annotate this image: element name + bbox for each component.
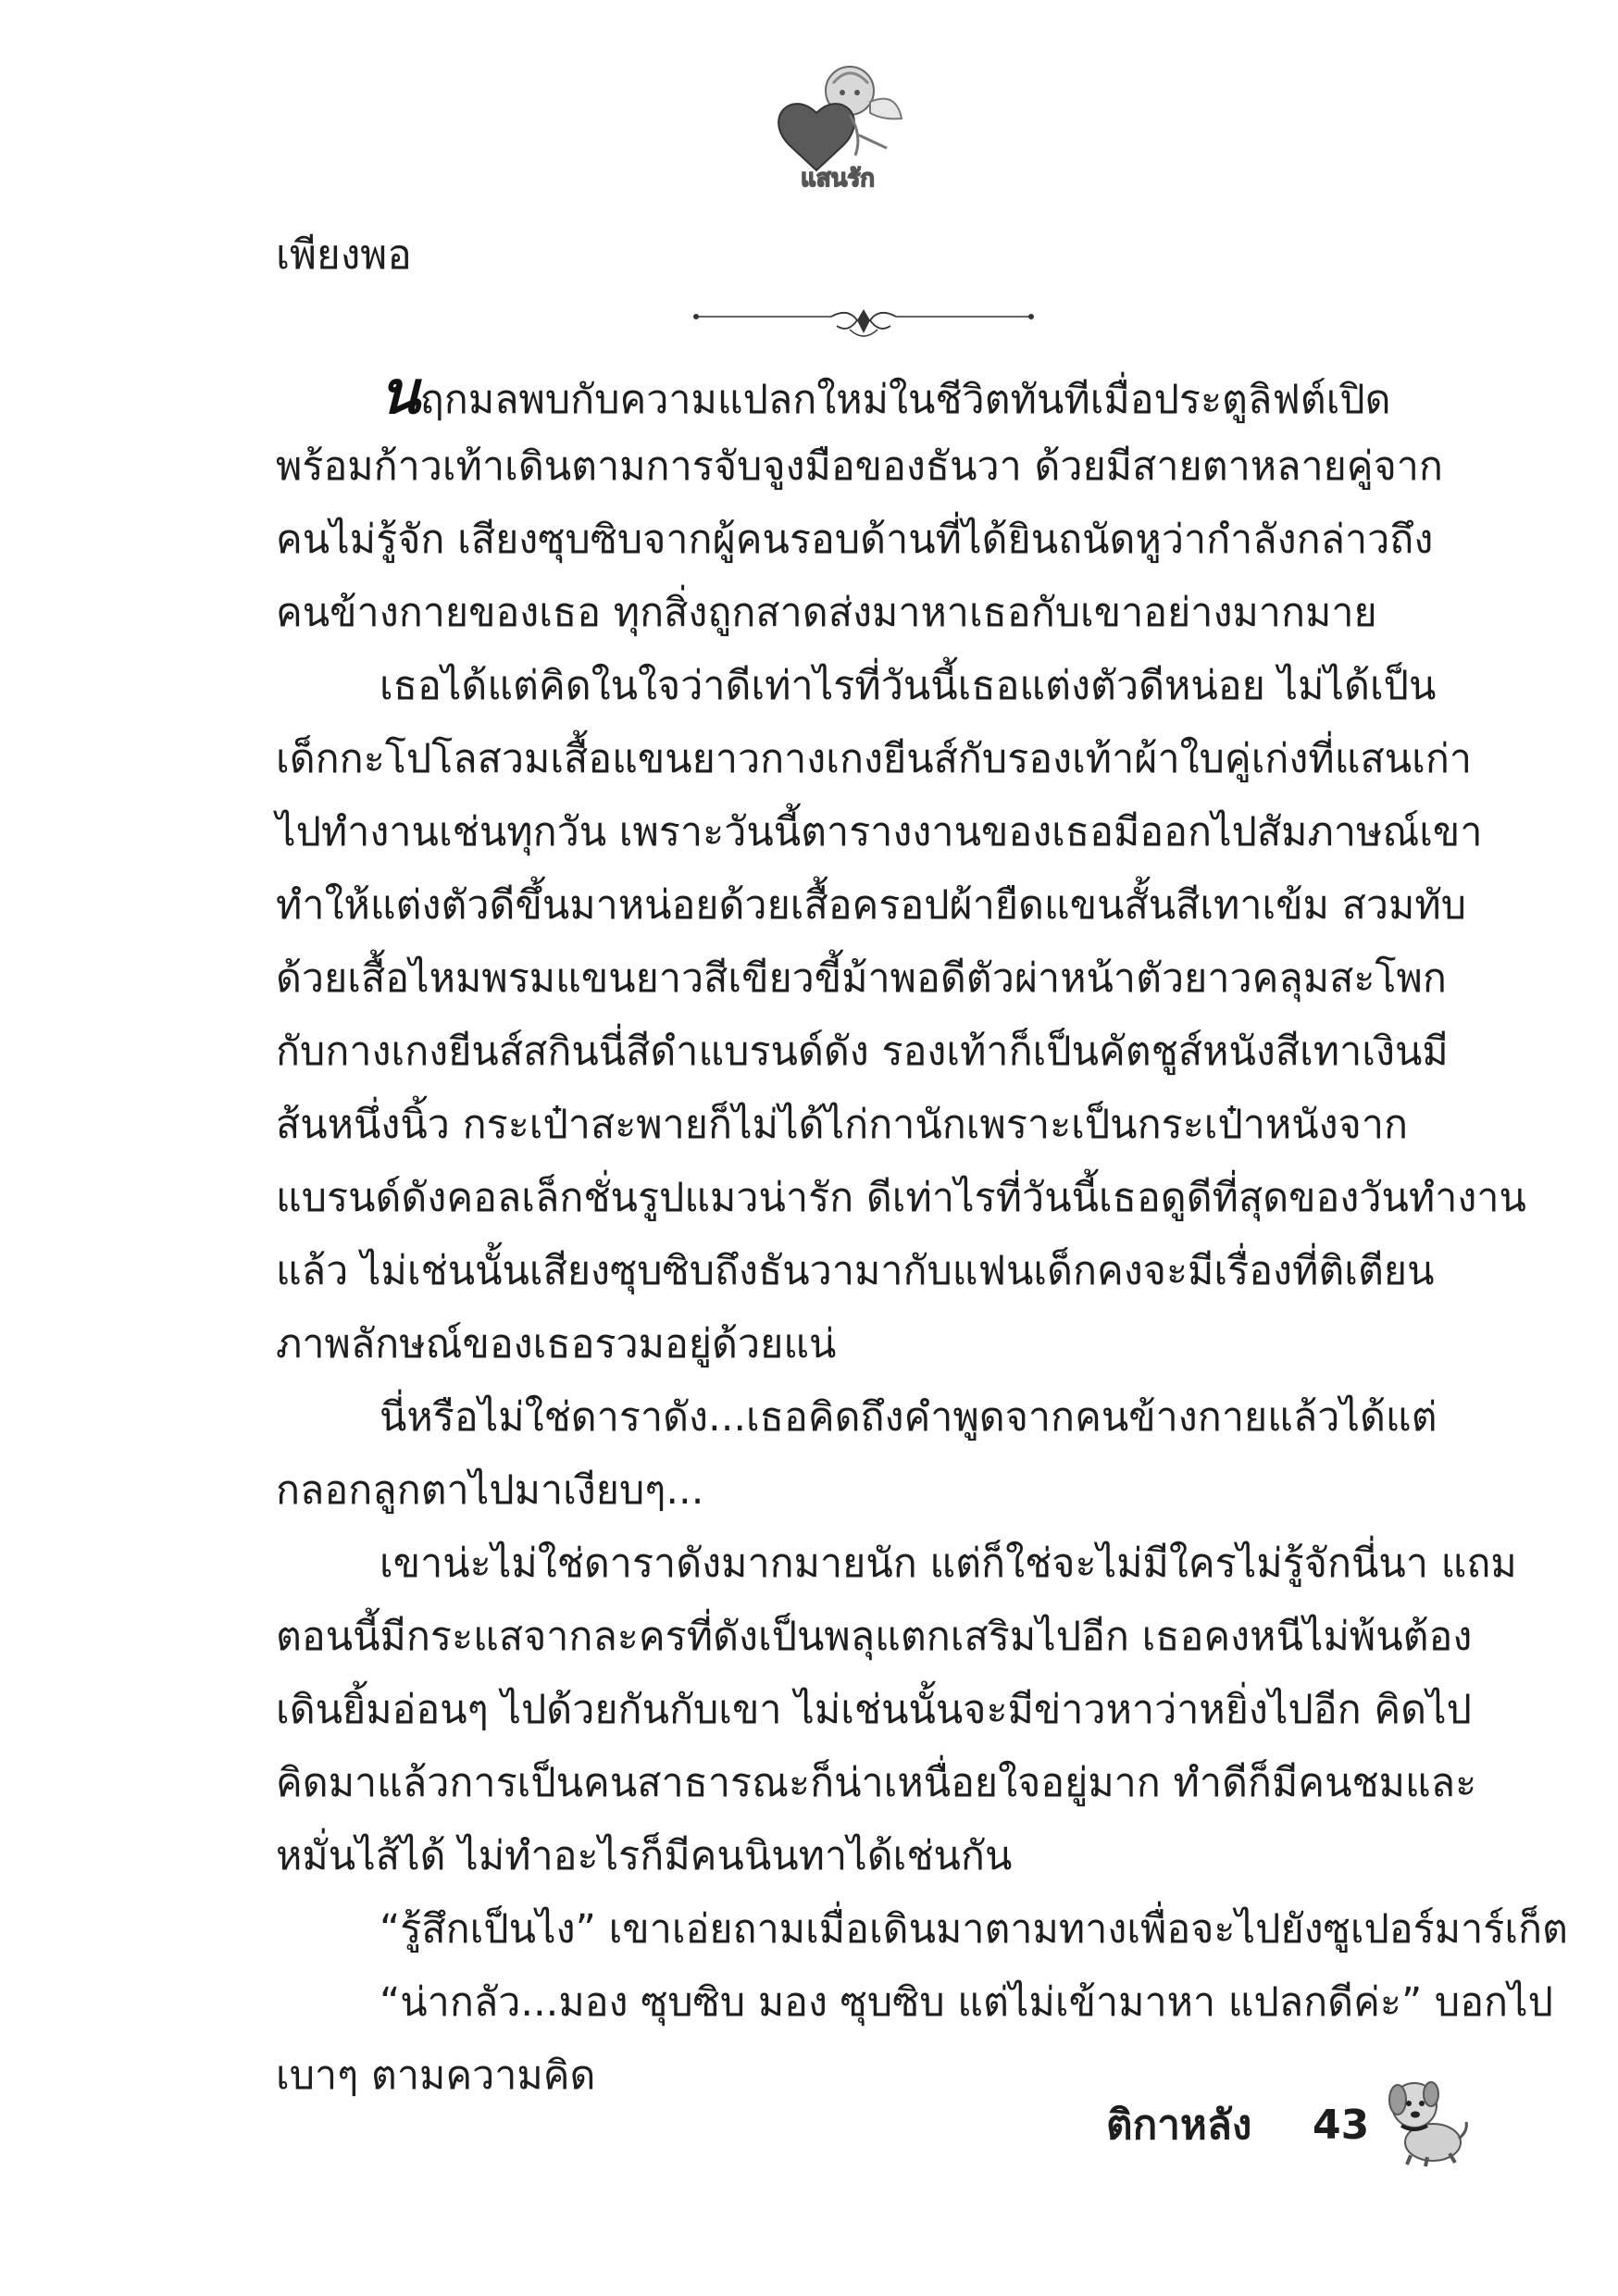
paragraph-line: เขาน่ะไม่ใช่ดาราดังมากมายนัก แต่ก็ใช่จะไม่มีใครไม่รู้จักนี่นา แถม: [380, 1541, 1517, 1587]
paragraph-line: กับกางเกงยีนส์สกินนี่สีดำแบรนด์ดัง รองเท้าก็เป็นคัตชูส์หนังสีเทาเงินมี: [276, 1029, 1449, 1075]
footer-book-title: ติกาหลัง: [1106, 2102, 1252, 2149]
paragraph-line: [380, 358, 1391, 428]
puppy-icon: [1377, 2066, 1470, 2168]
paragraph-line: หมั่นไส้ได้ ไม่ทำอะไรก็มีคนนินทาได้เช่นกัน: [276, 1833, 1013, 1879]
header-logo: [759, 56, 916, 194]
paragraph-line: เดินยิ้มอ่อนๆ ไปด้วยกันกับเขา ไม่เช่นนั้นจะมีข่าวหาว่าหยิ่งไปอีก คิดไป: [276, 1687, 1472, 1733]
paragraph-line: นี่หรือไม่ใช่ดาราดัง...เธอคิดถึงคำพูดจากคนข้างกายแล้วได้แต่: [380, 1394, 1438, 1441]
section-divider: [692, 304, 1035, 344]
drop-cap: น: [380, 358, 420, 428]
line-text: ฤกมลพบกับความแปลกใหม่ในชีวิตทันทีเมื่อประตูลิฟต์เปิด: [419, 377, 1391, 423]
paragraph-line: เธอได้แต่คิดในใจว่าดีเท่าไรที่วันนี้เธอแต่งตัวดีหน่อย ไม่ได้เป็น: [380, 663, 1437, 709]
paragraph-line: ทำให้แต่งตัวดีขึ้นมาหน่อยด้วยเสื้อครอปผ้ายืดแขนสั้นสีเทาเข้ม สวมทับ: [276, 882, 1467, 929]
paragraph-line: แล้ว ไม่เช่นนั้นเสียงซุบซิบถึงธันวามากับแฟนเด็กคงจะมีเรื่องที่ติเตียน: [276, 1248, 1435, 1294]
logo-text: แสนรัก: [800, 165, 876, 193]
paragraph-line: แบรนด์ดังคอลเล็กชั่นรูปแมวน่ารัก ดีเท่าไรที่วันนี้เธอดูดีที่สุดของวันทำงาน: [276, 1175, 1526, 1221]
paragraph-line: ส้นหนึ่งนิ้ว กระเป๋าสะพายก็ไม่ได้ไก่กานักเพราะเป็นกระเป๋าหนังจาก: [276, 1102, 1409, 1148]
paragraph-line: ด้วยเสื้อไหมพรมแขนยาวสีเขียวขี้ม้าพอดีตัวผ่าหน้าตัวยาวคลุมสะโพก: [276, 955, 1447, 1002]
paragraph-line: ภาพลักษณ์ของเธอรวมอยู่ด้วยแน่: [276, 1321, 837, 1367]
paragraph-line: ไปทำงานเช่นทุกวัน เพราะวันนี้ตารางงานของเธอมีออกไปสัมภาษณ์เขา: [276, 809, 1483, 855]
paragraph-line: พร้อมก้าวเท้าเดินตามการจับจูงมือของธันวา ด้วยมีสายตาหลายคู่จาก: [276, 443, 1443, 490]
paragraph-line: ตอนนี้มีกระแสจากละครที่ดังเป็นพลุแตกเสริมไปอีก เธอคงหนีไม่พ้นต้อง: [276, 1614, 1473, 1660]
paragraph-line: เบาๆ ตามความคิด: [276, 2053, 596, 2099]
paragraph-line: กลอกลูกตาไปมาเงียบๆ...: [276, 1467, 704, 1514]
carryover-line: เพียงพอ: [276, 231, 412, 279]
paragraph-line: คนข้างกายของเธอ ทุกสิ่งถูกสาดส่งมาหาเธอกับเขาอย่างมากมาย: [276, 590, 1377, 636]
paragraph-line: เด็กกะโปโลสวมเสื้อแขนยาวกางเกงยีนส์กับรองเท้าผ้าใบคู่เก่งที่แสนเก่า: [276, 736, 1472, 782]
flourish-divider-icon: [692, 304, 1035, 344]
paragraph-line: “รู้สึกเป็นไง” เขาเอ่ยถามเมื่อเดินมาตามทางเพื่อจะไปยังซูเปอร์มาร์เก็ต: [380, 1906, 1568, 1953]
page-number: 43: [1313, 2102, 1370, 2149]
paragraph-line: คนไม่รู้จัก เสียงซุบซิบจากผู้คนรอบด้านที่ได้ยินถนัดหูว่ากำลังกล่าวถึง: [276, 517, 1434, 563]
paragraph-line: คิดมาแล้วการเป็นคนสาธารณะก็น่าเหนื่อยใจอยู่มาก ทำดีก็มีคนชมและ: [276, 1760, 1477, 1806]
footer-mascot: [1377, 2066, 1470, 2168]
paragraph-line: “น่ากลัว...มอง ซุบซิบ มอง ซุบซิบ แต่ไม่เข้ามาหา แปลกดีค่ะ” บอกไป: [380, 1979, 1553, 2026]
